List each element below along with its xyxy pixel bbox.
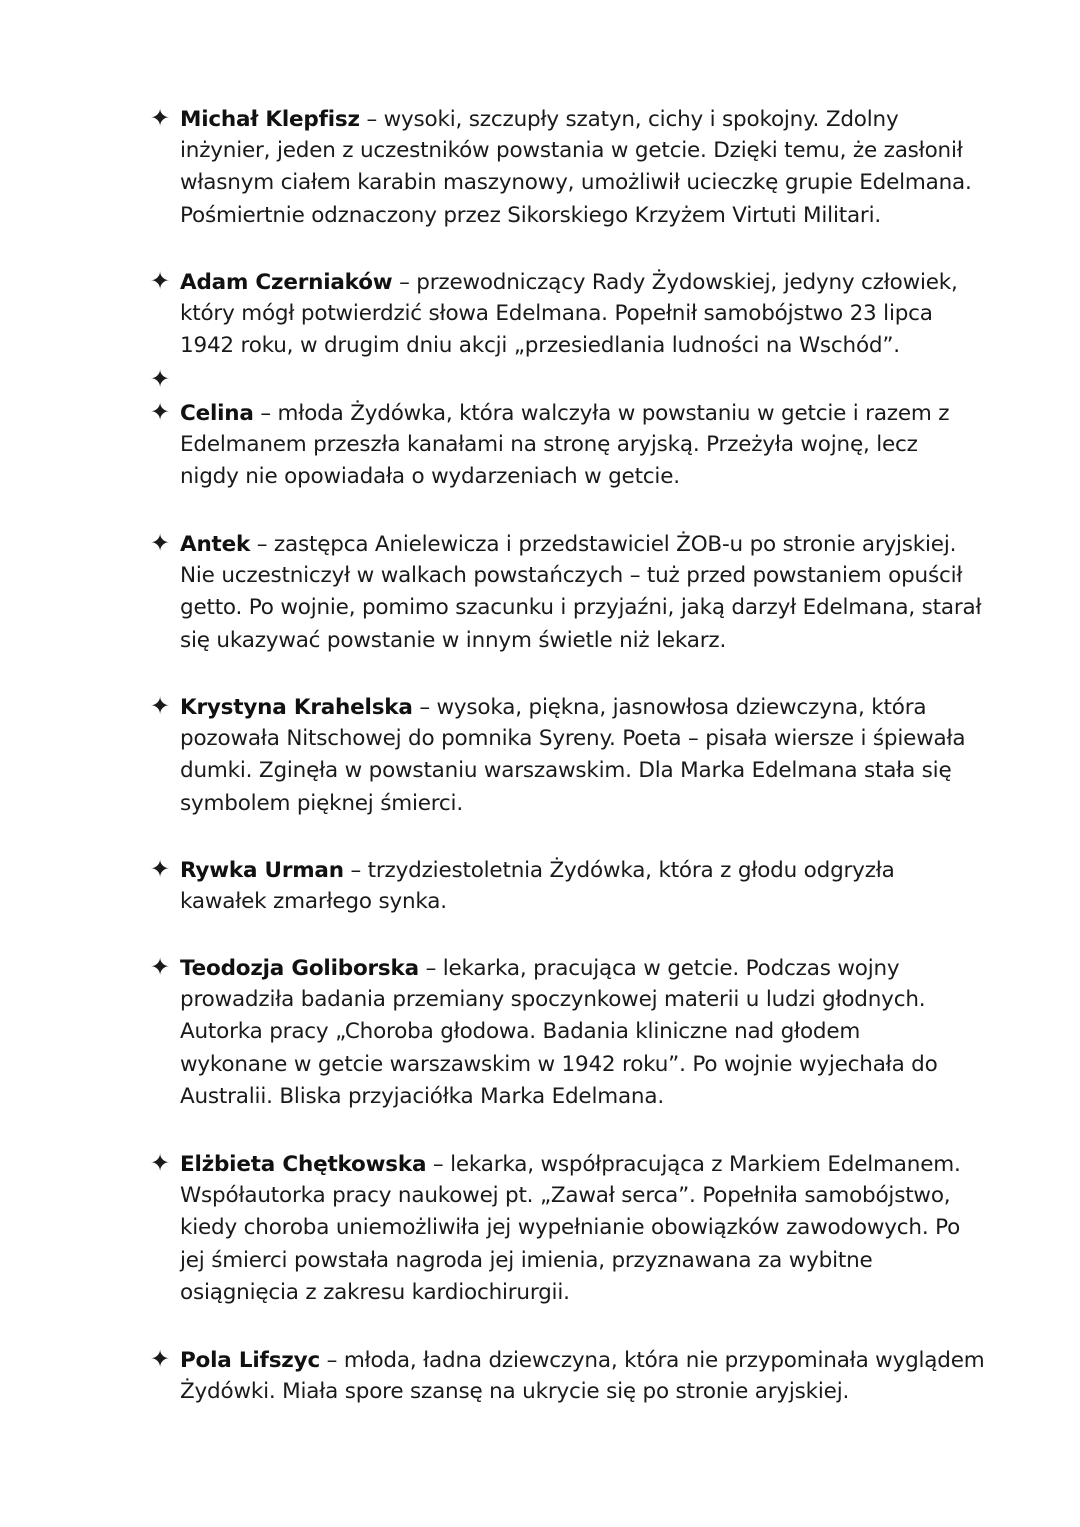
entry-adam-czerniakow bbox=[150, 265, 1000, 363]
entry-teodozja-goliborska bbox=[150, 951, 1000, 1114]
star-bullet-icon: ✦ bbox=[150, 529, 170, 557]
star-bullet-icon: ✦ bbox=[150, 692, 170, 720]
entry-text: – lekarka, pracująca w getcie. Podczas wojny bbox=[418, 956, 900, 981]
entry-text: – lekarka, współpracująca z Markiem Edelmanem. bbox=[426, 1152, 961, 1177]
entry-celina bbox=[150, 396, 1000, 494]
entry-text: nigdy nie opowiadała o wydarzeniach w getcie. bbox=[180, 464, 680, 490]
entry-text: własnym ciałem karabin maszynowy, umożliwił ucieczkę grupie Edelmana. bbox=[180, 170, 972, 196]
star-bullet-icon: ✦ bbox=[150, 953, 170, 981]
entry-text: pozowała Nitschowej do pomnika Syreny. Poeta – pisała wiersze i śpiewała bbox=[180, 725, 966, 751]
entry-text: Nie uczestniczył w walkach powstańczych – tuż przed powstaniem opuścił bbox=[180, 562, 963, 588]
entry-name: Teodozja Goliborska bbox=[180, 956, 419, 981]
entry-name: Michał Klepfisz bbox=[180, 107, 360, 132]
entry-text: 1942 roku, w drugim dniu akcji „przesiedlania ludności na Wschód”. bbox=[180, 333, 900, 359]
entry-text: kiedy choroba uniemożliwiła jej wypełnianie obowiązków zawodowych. Po bbox=[180, 1215, 961, 1241]
entry-text: się ukazywać powstanie w innym świetle niż lekarz. bbox=[180, 627, 727, 653]
entry-text: Współautorka pracy naukowej pt. „Zawał serca”. Popełniła samobójstwo, bbox=[180, 1182, 951, 1208]
entry-text: – trzydziestoletnia Żydówka, która z głodu odgryzła bbox=[343, 858, 895, 883]
entry-text: kawałek zmarłego synka. bbox=[180, 888, 447, 914]
entry-name: Krystyna Krahelska bbox=[180, 695, 413, 720]
entry-text: – wysoki, szczupły szatyn, cichy i spokojny. Zdolny bbox=[359, 107, 899, 132]
entry-text: Żydówki. Miała spore szansę na ukrycie się po stronie aryjskiej. bbox=[180, 1378, 850, 1404]
entry-text: – zastępca Anielewicza i przedstawiciel ŻOB-u po stronie aryjskiej. bbox=[250, 532, 957, 557]
star-bullet-icon: ✦ bbox=[150, 1149, 170, 1177]
star-bullet-icon: ✦ bbox=[150, 1345, 170, 1373]
entry-name: Rywka Urman bbox=[180, 858, 344, 883]
entry-pola-lifszyc bbox=[150, 1343, 1000, 1408]
entry-text: – wysoka, piękna, jasnowłosa dziewczyna, która bbox=[412, 695, 927, 720]
entry-michal-klepfisz bbox=[150, 102, 1000, 232]
entry-text: Pośmiertnie odznaczony przez Sikorskiego Krzyżem Virtuti Militari. bbox=[180, 202, 881, 228]
entry-text: jej śmierci powstała nagroda jej imienia, przyznawana za wybitne bbox=[180, 1247, 873, 1273]
entry-text: getto. Po wojnie, pomimo szacunku i przyjaźni, jaką darzył Edelmana, starał bbox=[180, 595, 982, 621]
entry-name: Elżbieta Chętkowska bbox=[180, 1152, 427, 1177]
entry-text: – przewodniczący Rady Żydowskiej, jedyny człowiek, bbox=[392, 270, 958, 295]
entry-text: – młoda, ładna dziewczyna, która nie przypominała wyglądem bbox=[320, 1348, 985, 1373]
entry-text: Autorka pracy „Choroba głodowa. Badania kliniczne nad głodem bbox=[180, 1019, 861, 1045]
entry-name: Pola Lifszyc bbox=[180, 1348, 320, 1373]
entry-text: Edelmanem przeszła kanałami na stronę aryjską. Przeżyła wojnę, lecz bbox=[180, 431, 918, 457]
entry-antek bbox=[150, 527, 1000, 657]
star-bullet-icon: ✦ bbox=[150, 398, 170, 426]
entry-text: inżynier, jeden z uczestników powstania w getcie. Dzięki temu, że zasłonił bbox=[180, 137, 963, 163]
entry-name: Antek bbox=[180, 532, 251, 557]
entry-text: – młoda Żydówka, która walczyła w powstaniu w getcie i razem z bbox=[253, 401, 950, 426]
star-bullet-icon: ✦ bbox=[150, 267, 170, 295]
entry-text: który mógł potwierdzić słowa Edelmana. Popełnił samobójstwo 23 lipca bbox=[180, 300, 933, 326]
entry-text: wykonane w getcie warszawskim w 1942 roku”. Po wojnie wyjechała do bbox=[180, 1051, 938, 1077]
entry-text: osiągnięcia z zakresu kardiochirurgii. bbox=[180, 1280, 570, 1306]
entry-rywka-urman bbox=[150, 853, 1000, 918]
star-bullet-icon: ✦ bbox=[150, 365, 171, 393]
star-bullet-icon: ✦ bbox=[150, 104, 170, 132]
entry-text: dumki. Zginęła w powstaniu warszawskim. Dla Marka Edelmana stała się bbox=[180, 758, 952, 784]
entry-text: prowadziła badania przemiany spoczynkowej materii u ludzi głodnych. bbox=[180, 986, 926, 1012]
entry-elzbieta-chetkowska bbox=[150, 1147, 1000, 1310]
entry-text: Australii. Bliska przyjaciółka Marka Edelmana. bbox=[180, 1084, 664, 1110]
entry-name: Adam Czerniaków bbox=[180, 270, 393, 295]
entry-text: symbolem pięknej śmierci. bbox=[180, 790, 463, 816]
star-bullet-icon: ✦ bbox=[150, 855, 170, 883]
entry-krystyna-krahelska bbox=[150, 690, 1000, 820]
entry-name: Celina bbox=[180, 401, 254, 426]
